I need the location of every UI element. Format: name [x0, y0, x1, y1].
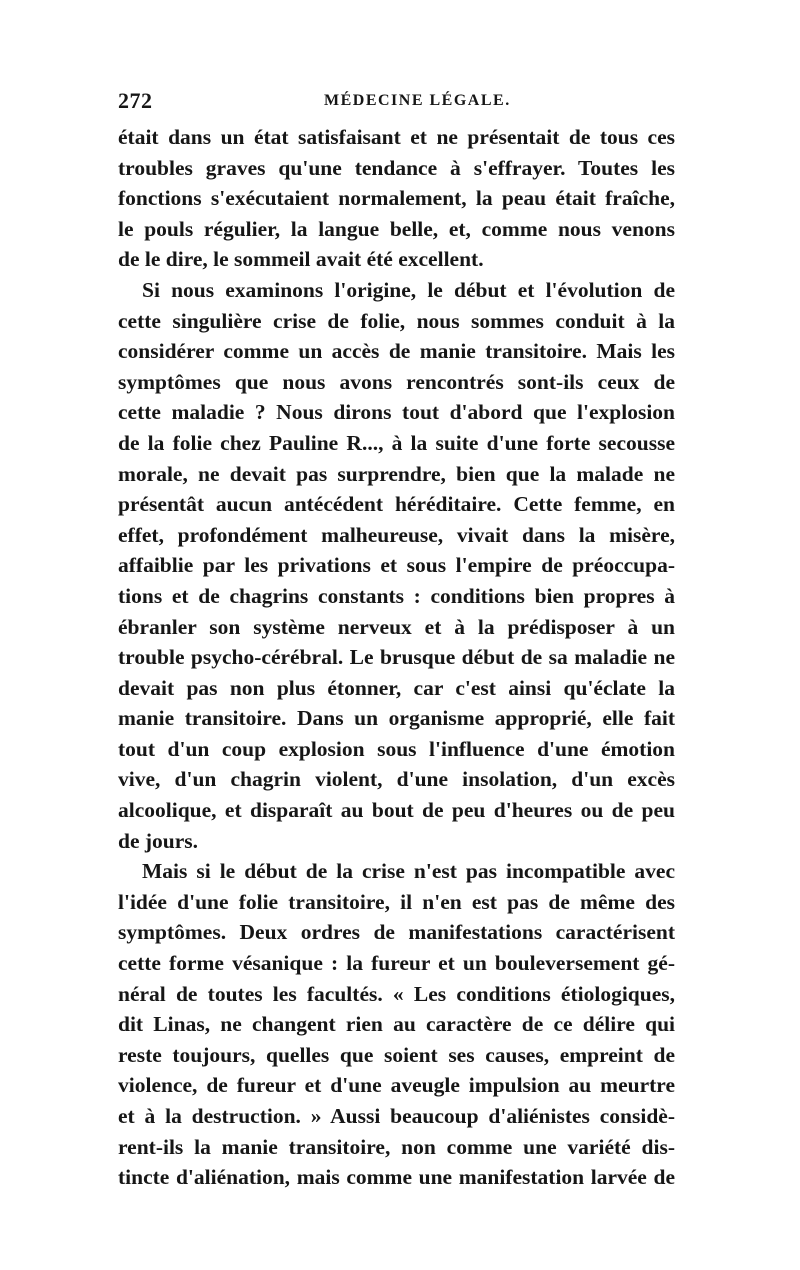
text-line: était dans un état satisfaisant et ne présentait de tous ces — [118, 125, 675, 149]
text-line: tout d'un coup explosion sous l'influence d'une émotion — [118, 736, 675, 761]
running-title: MÉDECINE LÉGALE. — [324, 92, 511, 109]
text-line: de le dire, le sommeil avait été excellent. — [118, 247, 484, 272]
text-line: cette singulière crise de folie, nous sommes conduit à la — [118, 308, 675, 333]
text-line: présentât aucun antécédent héréditaire. Cette femme, en — [118, 492, 675, 517]
text-line: tincte d'aliénation, mais comme une manifestation larvée de — [118, 1165, 675, 1190]
text-line: tions et de chagrins constants : conditions bien propres à — [118, 583, 675, 608]
text-line: le pouls régulier, la langue belle, et, comme nous venons — [118, 216, 675, 241]
text-line: trouble psycho-cérébral. Le brusque début de sa maladie ne — [118, 645, 675, 670]
text-line: rent-ils la manie transitoire, non comme une variété dis- — [118, 1134, 675, 1159]
text-line: affaiblie par les privations et sous l'empire de préoccupa- — [118, 553, 675, 578]
text-line: Mais si le début de la crise n'est pas incompatible avec — [142, 859, 675, 884]
body-text — [118, 122, 675, 1193]
text-line: alcoolique, et disparaît au bout de peu d'heures ou de peu — [118, 798, 675, 823]
page-header — [118, 88, 678, 118]
text-line: considérer comme un accès de manie transitoire. Mais les — [118, 339, 675, 364]
text-line: ébranler son système nerveux et à la prédisposer à un — [118, 614, 675, 639]
text-line: cette forme vésanique : la fureur et un bouleversement gé- — [118, 951, 675, 976]
text-line: l'idée d'une folie transitoire, il n'en est pas de même des — [118, 889, 675, 914]
text-line: violence, de fureur et d'une aveugle impulsion au meurtre — [118, 1073, 675, 1098]
text-line: devait pas non plus étonner, car c'est ainsi qu'éclate la — [118, 675, 675, 700]
text-line: dit Linas, ne changent rien au caractère de ce délire qui — [118, 1012, 675, 1037]
text-line: symptômes. Deux ordres de manifestations caractérisent — [118, 920, 675, 945]
text-line: manie transitoire. Dans un organisme approprié, elle fait — [118, 706, 675, 731]
text-line: reste toujours, quelles que soient ses causes, empreint de — [118, 1042, 675, 1067]
text-line: cette maladie ? Nous dirons tout d'abord que l'explosion — [118, 400, 675, 425]
text-line: effet, profondément malheureuse, vivait dans la misère, — [118, 522, 675, 547]
text-line: de la folie chez Pauline R..., à la suite d'une forte secousse — [118, 430, 675, 455]
text-line: de jours. — [118, 828, 199, 853]
text-line: Si nous examinons l'origine, le début et l'évolution de — [142, 277, 675, 302]
text-line: troubles graves qu'une tendance à s'effrayer. Toutes les — [118, 155, 675, 180]
text-line: symptômes que nous avons rencontrés sont-ils ceux de — [118, 369, 675, 394]
text-line: fonctions s'exécutaient normalement, la peau était fraîche, — [118, 186, 675, 211]
text-line: néral de toutes les facultés. « Les conditions étiologiques, — [118, 981, 675, 1006]
text-line: morale, ne devait pas surprendre, bien que la malade ne — [118, 461, 675, 486]
page-number: 272 — [118, 88, 153, 113]
text-line: et à la destruction. » Aussi beaucoup d'aliénistes considè- — [118, 1104, 675, 1128]
text-line: vive, d'un chagrin violent, d'une insolation, d'un excès — [118, 767, 675, 792]
